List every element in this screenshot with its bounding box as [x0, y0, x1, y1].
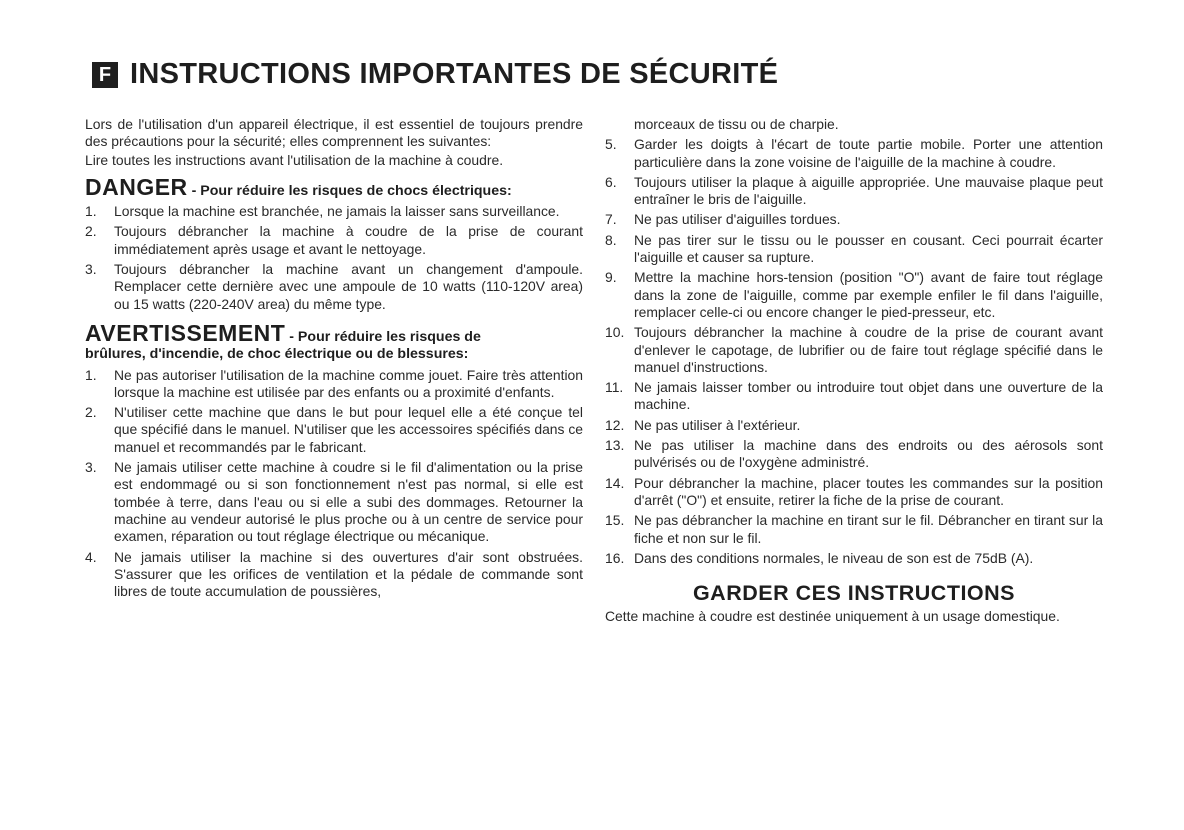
list-item: 14. Pour débrancher la machine, placer toutes les commandes sur la position d'arrêt ("O") et ensuite, retirer la fiche de la prise de courant. [605, 474, 1103, 508]
list-item: 5. Garder les doigts à l'écart de toute partie mobile. Porter une attention particulière dans la zone voisine de l'aiguille de la machine à coudre. [605, 136, 1103, 170]
intro-read-instructions: Lire toutes les instructions avant l'utilisation de la machine à coudre. [85, 151, 504, 168]
list-item: 13. Ne pas utiliser la machine dans des endroits ou des aérosols sont pulvérisés ou de l'oxygène administré. [605, 437, 1103, 471]
warning-subtitle: - Pour réduire les risques de [285, 328, 481, 345]
list-item: 10. Toujours débrancher la machine à coudre de la prise de courant avant d'enlever le capotage, de lubrifier ou de faire tout réglage spécifié dans le manuel d'instructions. [605, 324, 1103, 375]
warning-title: AVERTISSEMENT [85, 319, 286, 346]
right-column [605, 116, 1103, 626]
list-item: 16. Dans des conditions normales, le niveau de son est de 75dB (A). [605, 549, 1034, 566]
keep-instructions-heading: GARDER CES INSTRUCTIONS [692, 581, 1016, 606]
list-item: 1. Ne pas autoriser l'utilisation de la machine comme jouet. Faire très attention lorsque la machine est utilisée par des enfants ou a proximité d'enfants. [85, 366, 583, 400]
warning-list-continued [605, 136, 1103, 567]
danger-list [85, 203, 583, 313]
list-item: 3. Toujours débrancher la machine avant un changement d'ampoule. Remplacer cette dernière avec une ampoule de 10 watts (110-120V area) ou 15 watts (220-240V area) du même type. [85, 261, 583, 312]
intro-paragraph: Lors de l'utilisation d'un appareil électrique, il est essentiel de toujours prendre des précautions pour la sécurité; elles comprennent les suivantes: [85, 116, 583, 150]
warning-heading [85, 319, 583, 346]
list-item: 9. Mettre la machine hors-tension (position "O") avant de faire tout réglage dans la zone de l'aiguille, comme par exemple enfiler le fil dans l'aiguille, remplacer celle-ci ou encore changer le pied-presseur, etc. [605, 269, 1103, 320]
list-item: 6. Toujours utiliser la plaque à aiguille appropriée. Une mauvaise plaque peut entraîner le bris de l'aiguille. [605, 173, 1103, 208]
list-item: 3. Ne jamais utiliser cette machine à coudre si le fil d'alimentation ou la prise est endommagé ou si son fonctionnement n'est pas normal, si elle est tombée à terre, dans l'eau ou si elle a subi des dommages. Retourner la machine au vendeur autorisé le plus proche ou à un centre de service pour examen, réparation ou tout réglage électrique ou mécanique. [85, 459, 583, 545]
list-item: 1. Lorsque la machine est branchée, ne jamais la laisser sans surveillance. [85, 203, 560, 220]
list-item: 7. Ne pas utiliser d'aiguilles tordues. [605, 211, 841, 228]
list-item: 2. Toujours débrancher la machine à coudre de la prise de courant immédiatement après usage et avant le nettoyage. [85, 223, 583, 257]
list-item: 15. Ne pas débrancher la machine en tirant sur le fil. Débrancher en tirant sur la fiche et non sur le fil. [605, 512, 1103, 546]
list-item: 4. Ne jamais utiliser la machine si des ouvertures d'air sont obstruées. S'assurer que les orifices de ventilation et la pédale de commande sont libres de toute accumulation de poussières, [85, 548, 583, 600]
danger-heading [85, 173, 583, 200]
list-item: 8. Ne pas tirer sur le tissu ou le pousser en cousant. Ceci pourrait écarter l'aiguille et causer sa rupture. [605, 231, 1103, 266]
left-column [85, 116, 583, 603]
list-item: 11. Ne jamais laisser tomber ou introduire tout objet dans une ouverture de la machine. [605, 379, 1103, 413]
household-use-note: Cette machine à coudre est destinée uniquement à un usage domestique. [605, 608, 1060, 625]
warning-list [85, 367, 583, 601]
danger-title: DANGER [85, 173, 188, 200]
language-badge: F [92, 62, 118, 88]
list-item: 2. N'utiliser cette machine que dans le but pour lequel elle a été conçue tel que spécifié dans le manuel. N'utiliser que les accessoires spécifiés dans ce manuel et recommandés par le fabricant. [85, 404, 584, 455]
warning-subtitle-line2: brûlures, d'incendie, de choc électrique ou de blessures: [85, 346, 469, 363]
list-item-continuation: morceaux de tissu ou de charpie. [634, 116, 839, 132]
list-item: 12. Ne pas utiliser à l'extérieur. [605, 416, 801, 433]
danger-subtitle: - Pour réduire les risques de chocs électriques: [187, 182, 512, 199]
title-row [92, 58, 778, 91]
page-title: INSTRUCTIONS IMPORTANTES DE SÉCURITÉ [130, 58, 779, 90]
